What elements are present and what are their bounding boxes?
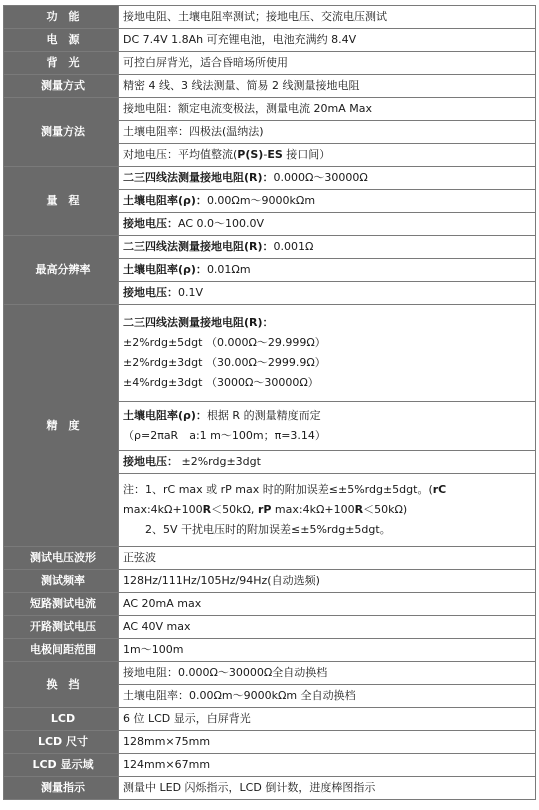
range-line-3-label: 接地电压： xyxy=(123,217,178,230)
acc-voltage-line xyxy=(119,451,536,474)
row-label-lcd-area: LCD 显示域 xyxy=(4,754,119,777)
row-value-power: DC 7.4V 1.8Ah 可充锂电池，电池充满约 8.4V xyxy=(119,29,536,52)
table-row xyxy=(4,305,536,402)
acc-resistance-block xyxy=(119,305,536,402)
table-row xyxy=(4,616,536,639)
table-row xyxy=(4,570,536,593)
row-value-frequency: 128Hz/111Hz/105Hz/94Hz(自动选频) xyxy=(119,570,536,593)
table-row xyxy=(4,98,536,121)
range-line-1-value: 0.000Ω～30000Ω xyxy=(273,171,368,184)
range-line-1-label: 二三四线法测量接地电阻(R)： xyxy=(123,171,274,184)
method-line-3-c: - xyxy=(263,148,268,161)
acc-note-2-e: max:4kΩ+100 xyxy=(271,503,355,516)
table-row xyxy=(4,593,536,616)
acc-note-2-b: R xyxy=(202,503,212,516)
method-line-2: 土壤电阻率：四极法(温纳法) xyxy=(119,121,536,144)
table-row xyxy=(4,547,536,570)
acc-note-line-2 xyxy=(123,500,535,520)
row-label-indication: 测量指示 xyxy=(4,777,119,800)
res-line-2-label: 土壤电阻率(ρ)： xyxy=(123,263,207,276)
acc-voltage-label: 接地电压： xyxy=(123,455,178,468)
range-line-1 xyxy=(119,167,536,190)
row-value-lcd-size: 128mm×75mm xyxy=(119,731,536,754)
row-label-function: 功 能 xyxy=(4,6,119,29)
method-line-3-d: ES xyxy=(267,148,283,161)
acc-resistance-range-3: ±4%rdg±3dgt （3000Ω～30000Ω） xyxy=(123,376,319,389)
row-label-electrode-distance: 电极间距范围 xyxy=(4,639,119,662)
row-label-accuracy: 精 度 xyxy=(4,305,119,547)
row-label-range-shift: 换 挡 xyxy=(4,662,119,708)
acc-resistance-title: 二三四线法测量接地电阻(R)： xyxy=(123,316,274,329)
res-line-2 xyxy=(119,259,536,282)
acc-soil-line-2: （ρ=2πaR a:1 m～100m；π=3.14） xyxy=(123,429,326,442)
shift-line-2: 土壤电阻率：0.00Ωm～9000kΩm 全自动换档 xyxy=(119,685,536,708)
row-value-lcd-area: 124mm×67mm xyxy=(119,754,536,777)
row-label-waveform: 测试电压波形 xyxy=(4,547,119,570)
acc-note-line-1 xyxy=(123,480,535,500)
row-label-range: 量 程 xyxy=(4,167,119,236)
method-line-3-e: 接口间） xyxy=(282,148,331,161)
acc-resistance-range-2: ±2%rdg±3dgt （30.00Ω～2999.9Ω） xyxy=(123,356,326,369)
res-line-3-value: 0.1V xyxy=(178,286,204,299)
range-line-2-label: 土壤电阻率(ρ)： xyxy=(123,194,207,207)
res-line-1-label: 二三四线法测量接地电阻(R)： xyxy=(123,240,274,253)
method-line-3-b: P(S) xyxy=(237,148,264,161)
table-row xyxy=(4,75,536,98)
row-value-open-voltage: AC 40V max xyxy=(119,616,536,639)
table-row xyxy=(4,236,536,259)
row-label-lcd-size: LCD 尺寸 xyxy=(4,731,119,754)
spec-table xyxy=(3,5,536,800)
row-value-electrode-distance: 1m～100m xyxy=(119,639,536,662)
res-line-1-value: 0.001Ω xyxy=(273,240,314,253)
table-row xyxy=(4,754,536,777)
row-label-backlight: 背 光 xyxy=(4,52,119,75)
row-label-power: 电 源 xyxy=(4,29,119,52)
acc-note-1-text: 注：1、rC max 或 rP max 时的附加误差≤±5%rdg±5dgt。( xyxy=(123,483,433,496)
row-label-resolution: 最高分辨率 xyxy=(4,236,119,305)
row-value-lcd: 6 位 LCD 显示，白屏背光 xyxy=(119,708,536,731)
acc-note-2-g: ＜50kΩ) xyxy=(363,503,408,516)
range-line-3 xyxy=(119,213,536,236)
table-row xyxy=(4,777,536,800)
acc-note-2-f: R xyxy=(354,503,364,516)
method-line-1: 接地电阻：额定电流变极法，测量电流 20mA Max xyxy=(119,98,536,121)
res-line-3 xyxy=(119,282,536,305)
table-row xyxy=(4,708,536,731)
row-value-measure-mode: 精密 4 线、3 线法测量、简易 2 线测量接地电阻 xyxy=(119,75,536,98)
row-label-measure-mode: 测量方式 xyxy=(4,75,119,98)
table-row xyxy=(4,29,536,52)
acc-soil-value: 根据 R 的测量精度而定 xyxy=(206,409,321,422)
res-line-2-value: 0.01Ωm xyxy=(206,263,251,276)
row-label-frequency: 测试频率 xyxy=(4,570,119,593)
row-value-function: 接地电阻、土壤电阻率测试；接地电压、交流电压测试 xyxy=(119,6,536,29)
acc-voltage-value: ±2%rdg±3dgt xyxy=(178,455,261,468)
table-row xyxy=(4,6,536,29)
row-label-lcd: LCD xyxy=(4,708,119,731)
acc-note-2-a: max:4kΩ+100 xyxy=(123,503,203,516)
method-line-3-a: 对地电压：平均值整流( xyxy=(123,148,238,161)
table-row xyxy=(4,167,536,190)
table-row xyxy=(4,662,536,685)
acc-resistance-range-1: ±2%rdg±5dgt （0.000Ω～29.999Ω） xyxy=(123,336,326,349)
acc-soil-label: 土壤电阻率(ρ)： xyxy=(123,409,207,422)
acc-notes-block xyxy=(119,474,536,547)
row-label-measure-method: 测量方法 xyxy=(4,98,119,167)
acc-soil-line-1 xyxy=(123,406,535,426)
method-line-3 xyxy=(119,144,536,167)
row-value-short-current: AC 20mA max xyxy=(119,593,536,616)
res-line-1 xyxy=(119,236,536,259)
row-value-indication: 测量中 LED 闪烁指示，LCD 倒计数，进度棒图指示 xyxy=(119,777,536,800)
table-row xyxy=(4,52,536,75)
row-value-waveform: 正弦波 xyxy=(119,547,536,570)
acc-note-1-rc: rC xyxy=(432,483,447,496)
table-row xyxy=(4,731,536,754)
range-line-3-value: AC 0.0～100.0V xyxy=(178,217,265,230)
row-value-backlight: 可控白屏背光，适合昏暗场所使用 xyxy=(119,52,536,75)
row-label-short-current: 短路测试电流 xyxy=(4,593,119,616)
range-line-2 xyxy=(119,190,536,213)
acc-note-2-d: rP xyxy=(257,503,272,516)
table-row xyxy=(4,639,536,662)
acc-soil-block xyxy=(119,402,536,451)
res-line-3-label: 接地电压： xyxy=(123,286,178,299)
acc-note-2-c: ＜50kΩ, xyxy=(211,503,258,516)
shift-line-1: 接地电阻：0.000Ω～30000Ω全自动换档 xyxy=(119,662,536,685)
acc-note-line-3: 2、5V 干扰电压时的附加误差≤±5%rdg±5dgt。 xyxy=(145,523,391,536)
range-line-2-value: 0.00Ωm～9000kΩm xyxy=(206,194,316,207)
row-label-open-voltage: 开路测试电压 xyxy=(4,616,119,639)
